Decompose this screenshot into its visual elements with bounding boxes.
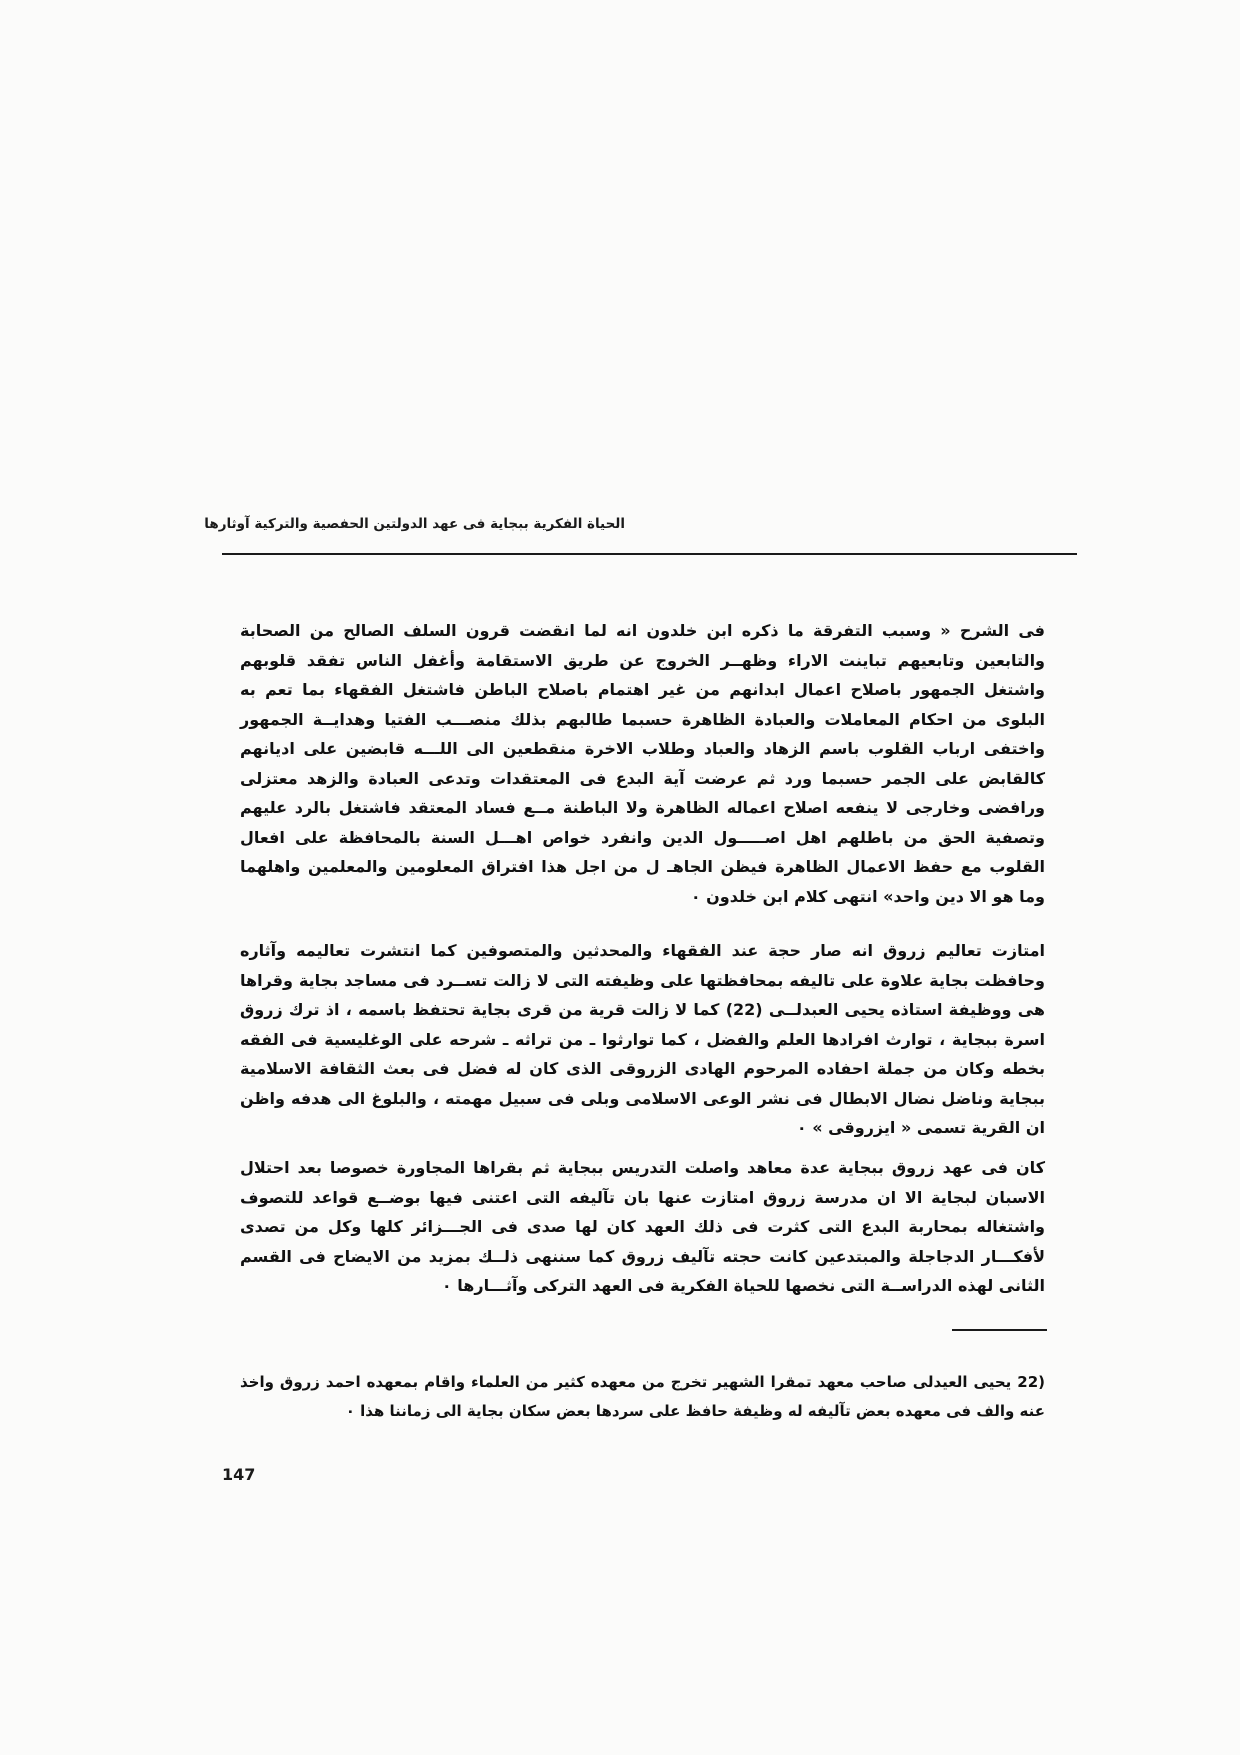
body-paragraph-3: كان فى عهد زروق ببجاية عدة معاهد واصلت التدريس ببجاية ثم بقراها المجاورة خصوصا بعد احتلال الاسبان لبجاية الا ان مدرسة زروق امتازت عنها بان تآليفه التى اعتنى فيها بوضــع قواعد للتصوف واشتغاله بمحاربة البدع التى كثرت فى ذلك العهد كان لها صدى فى الجـــزائر كلها وكل من تصدى لأفكـــار الدجاجلة والمبتدعين كانت حجته تآليف زروق كما سننهى ذلــك بمزيد من الايضاح فى القسم الثانى لهذه الدراســة التى نخصها للحياة الفكرية فى العهد التركى وآثـــارها ٠	[240, 1158, 1045, 1295]
body-paragraph-2: امتازت تعاليم زروق انه صار حجة عند الفقهاء والمحدثين والمتصوفين كما انتشرت تعاليمه وآثاره وحافظت بجاية علاوة على تاليفه بمحافظتها على وظيفته التى لا زالت تســرد فى مساجد بجاية وقراها هى ووظيفة استاذه يحيى العبدلــى (22) كما لا زالت قرية من قرى بجاية تحتفظ باسمه ، اذ ترك زروق اسرة ببجاية ، توارث افرادها العلم والفضل ، كما توارثوا ـ من تراثه ـ شرحه على الوغليسية فى الفقه بخطه وكان من جملة احفاده المرحوم الهادى الزروقى الذى كان له فضل فى بعث الثقافة الاسلامية ببجاية وناضل نضال الابطال فى نشر الوعى الاسلامى وبلى فى سبيل مهمته ، والبلوغ الى هدفه واظن ان القرية تسمى « ايزروقى » ٠	[240, 941, 1045, 1137]
footnote-divider	[952, 1329, 1047, 1331]
body-paragraph-1: فى الشرح « وسبب التفرقة ما ذكره ابن خلدون انه لما انقضت قرون السلف الصالح من الصحابة والتابعين وتابعيهم تباينت الاراء وظهــر الخروج عن طريق الاستقامة وأغفل الناس تفقد قلوبهم واشتغل الجمهور باصلاح اعمال ابدانهم من غير اهتمام باصلاح الباطن فاشتغل الفقهاء بما تعم به البلوى من احكام المعاملات والعبادة الظاهرة حسبما طالبهم بذلك منصـــب الفتيا وهدايــة الجمهور واختفى ارباب القلوب باسم الزهاد والعباد وطلاب الاخرة منقطعين الى اللـــه قابضين على اديانهم كالقابض على الجمر حسبما ورد ثم عرضت آية البدع فى المعتقدات وتدعى العبادة والزهد معتزلى ورافضى وخارجى لا ينفعه اصلاح اعماله الظاهرة ولا الباطنة مــع فساد المعتقد فاشتغل بالرد عليهم وتصفية الحق من باطلهم اهل اصـــــول الدين وانفرد خواص اهـــل السنة بالمحافظة على افعال القلوب مع حفظ الاعمال الظاهرة فيظن الجاهـ ل من اجل هذا افتراق المعلومين والمعلمين واهلهما وما هو الا دين واحد» انتهى كلام ابن خلدون ٠	[240, 621, 1045, 906]
header-divider	[222, 553, 1077, 555]
page-number: 147	[222, 1465, 256, 1484]
running-header: الحياة الفكرية ببجاية فى عهد الدولتين الحفصية والتركية آوثارها	[204, 516, 625, 532]
footnote: (22 يحيى العيدلى صاحب معهد تمقرا الشهير تخرج من معهده كثير من العلماء واقام بمعهده احمد زروق واخذ عنه والف فى معهده بعض تآليفه له وظيفة حافظ على سردها بعض سكان بجاية الى زماننا هذا ٠	[240, 1373, 1045, 1420]
